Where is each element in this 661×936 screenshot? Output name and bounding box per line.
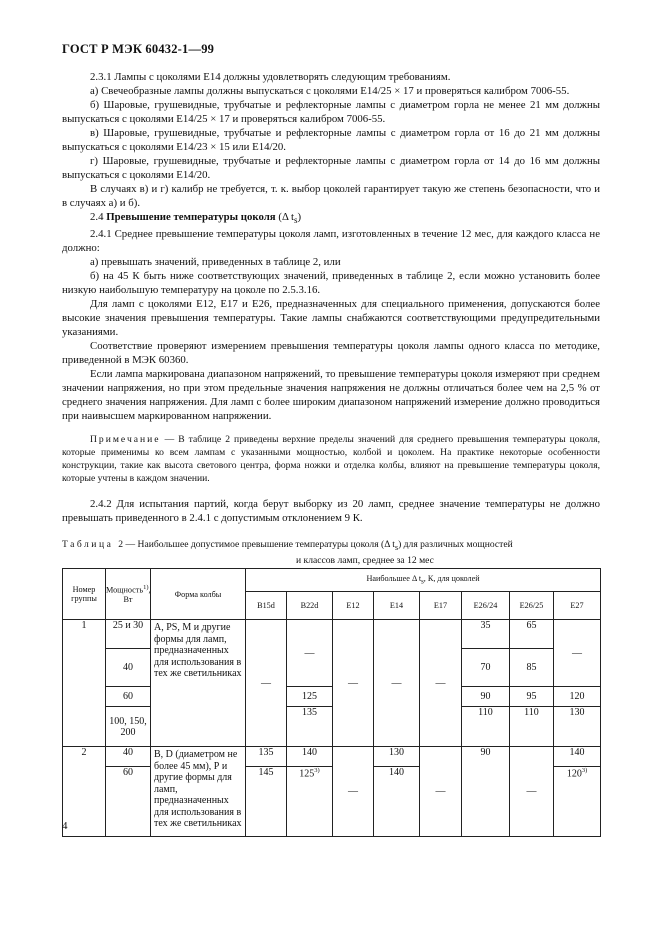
header-bulb-form: Форма колбы (151, 569, 246, 620)
table-caption-label: Таблица 2 (62, 539, 126, 550)
value-cell: 140 (554, 747, 601, 767)
table-header-row (63, 569, 601, 592)
note-label: Примечание (90, 434, 161, 446)
value-cell: 110 (510, 707, 554, 747)
power-cell: 25 и 30 (106, 620, 151, 649)
table-caption-line2: и классов ламп, среднее за 12 мес (296, 554, 434, 566)
value-cell: 130 (374, 747, 420, 767)
power-cell: 60 (106, 687, 151, 707)
paragraph-voltage-range: Если лампа маркирована диапазоном напряжений, то превышение температуры цоколя измеряют при среднем значении напряжения, но при этом предельные значения напряжения не должны отличаться более чем на 2,5 % от среднего значения напряжения. Для ламп с более широким диапазоном напряжений измерение должно проводиться при наивысшем маркированном напряжении. (62, 368, 600, 423)
table-row (63, 747, 601, 767)
power-cell: 60 (106, 767, 151, 837)
power-cell: 40 (106, 649, 151, 687)
value-cell: — (554, 620, 601, 687)
paragraph-g: г) Шаровые, грушевидные, трубчатые и рефлекторные лампы с диаметром горла от 14 до 16 мм должны выпускаться с цоколями Е14/20. (62, 155, 600, 181)
value-cell: 125$^{3)}$ (287, 767, 333, 837)
header-power: Мощность$^{1)}$, Вт (106, 569, 151, 620)
paragraph-special-use: Для ламп с цоколями Е12, Е17 и Е26, предназначенных для специального применения, допускаются более высокие значения превышения температуры. Такие лампы снабжаются соответствующими предупредительными указаниями. (62, 298, 600, 339)
note (62, 433, 600, 485)
section-symbol-sub: s (294, 215, 298, 226)
value-cell: — (246, 620, 287, 747)
section-2-3-1-text (62, 70, 600, 525)
paragraph-2-4-1: 2.4.1 Среднее превышение температуры цоколя ламп, изготовленных в течение 12 мес, для каждого класса не должно: (62, 228, 600, 255)
page-number: 4 (62, 820, 68, 832)
section-title: Превышение температуры цоколя (106, 211, 276, 223)
header-base: Е26/24 (462, 592, 510, 620)
header-base: Е17 (420, 592, 462, 620)
value-cell: 125 (287, 687, 333, 707)
section-symbol-close: ) (297, 211, 302, 223)
paragraph-v: в) Шаровые, грушевидные, трубчатые и рефлекторные лампы с диаметром горла от 16 до 21 мм должны выпускаться с цоколями Е14/23 × 15 или Е14/20. (62, 127, 600, 153)
footnote-mark: 3) (314, 767, 320, 774)
table-row (63, 620, 601, 649)
header-base: Е27 (554, 592, 601, 620)
value-cell: 65 (510, 620, 554, 649)
table-caption (62, 538, 602, 567)
table-caption-text-end: ) для различных мощностей (398, 539, 513, 550)
bulb-form-cell: В, D (диаметром не более 45 мм), Р и другие формы для ламп, предназначенных для использования в тех же светильниках (151, 747, 246, 837)
table-caption-text: — Наибольшее допустимое превышение температуры цоколя (Δ t (125, 539, 395, 550)
value-cell: 90 (462, 687, 510, 707)
power-cell: 40 (106, 747, 151, 767)
document-header: ГОСТ Р МЭК 60432-1—99 (62, 42, 215, 56)
paragraph-b: б) Шаровые, грушевидные, трубчатые и рефлекторные лампы с диаметром горла не менее 21 мм должны выпускаться с цоколями Е14/25 × 17 и проверяться калибром 7006-55. (62, 99, 600, 125)
footnote-mark: 3) (581, 767, 588, 774)
note-text: — В таблице 2 приведены верхние пределы значений для среднего превышения температуры цоколя, которые применимы ко всем лампам с указанными мощностью, колбой и цоколем. На практике некоторые особенности конструкции, такие как высота светового центра, форма ножки и отделка колбы, влияют на превышение температуры цоколя, которые учтены в каждом значении. (62, 434, 601, 485)
section-2-4-heading (62, 210, 600, 227)
table-2 (62, 568, 601, 837)
value-cell: — (420, 620, 462, 747)
group-number: 1 (63, 620, 106, 747)
value-cell: 35 (462, 620, 510, 649)
paragraph-a: а) Свечеобразные лампы должны выпускаться с цоколями Е14/25 × 17 и проверяться калибром 7006-55. (90, 85, 570, 97)
value-cell: 130 (554, 707, 601, 747)
header-base: Е12 (333, 592, 374, 620)
header-base: Е14 (374, 592, 420, 620)
table-caption-sub: s (394, 542, 399, 552)
section-number: 2.4 (90, 211, 104, 223)
value-cell: 90 (462, 747, 510, 837)
bulb-form-cell: А, PS, М и другие формы для ламп, предназначенных для использования в тех же светильниках (151, 620, 246, 747)
value-cell: — (333, 747, 374, 837)
value-cell: 70 (462, 649, 510, 687)
paragraph-compliance: Соответствие проверяют измерением превышения температуры цоколя лампы одного класса по методике, приведенной в МЭК 60360. (62, 340, 600, 367)
value-cell: — (510, 747, 554, 837)
section-symbol: (Δ t (278, 211, 294, 223)
value-cell: 135 (287, 707, 333, 747)
table-row (63, 687, 601, 707)
group-number: 2 (63, 747, 106, 837)
value-cell: 85 (510, 649, 554, 687)
value-cell: — (287, 620, 333, 687)
value-cell: 120 (554, 687, 601, 707)
value-cell: 140 (287, 747, 333, 767)
paragraph-cases: В случаях в) и г) калибр не требуется, т. к. выбор цоколей гарантирует такую же степень безопасности, что и в случаях а) и б). (62, 183, 600, 209)
value-cell: 120$^{3)}$ (554, 767, 601, 837)
value-cell: — (333, 620, 374, 747)
paragraph-2-4-2: 2.4.2 Для испытания партий, когда берут выборку из 20 ламп, среднее значение температуры не должно превышать приведенного в 2.4.1 с допустимым отклонением 9 К. (62, 498, 600, 525)
value-cell: 145 (246, 767, 287, 837)
header-group-number: Номер группы (63, 569, 106, 620)
value-cell: — (374, 620, 420, 747)
power-cell: 100, 150, 200 (106, 707, 151, 747)
header-base: В15d (246, 592, 287, 620)
header-base: В22d (287, 592, 333, 620)
value-cell: 140 (374, 767, 420, 837)
paragraph-2-4-1-a: а) превышать значений, приведенных в таблице 2, или (90, 256, 341, 269)
value-cell: — (420, 747, 462, 837)
value-cell: 110 (462, 707, 510, 747)
paragraph-2-4-1-b: б) на 45 К быть ниже соответствующих значений, приведенных в таблице 2, если можно установить более низкую наибольшую температуру на цоколе по 2.5.3.16. (62, 270, 600, 297)
paragraph-2-3-1: 2.3.1 Лампы с цоколями Е14 должны удовлетворять следующим требованиям. (90, 71, 451, 83)
table-row (63, 707, 601, 747)
header-max-dt: Наибольшее Δ $t_s$, К, для цоколей (246, 569, 601, 592)
value-cell: 135 (246, 747, 287, 767)
header-base: Е26/25 (510, 592, 554, 620)
value-cell: 95 (510, 687, 554, 707)
